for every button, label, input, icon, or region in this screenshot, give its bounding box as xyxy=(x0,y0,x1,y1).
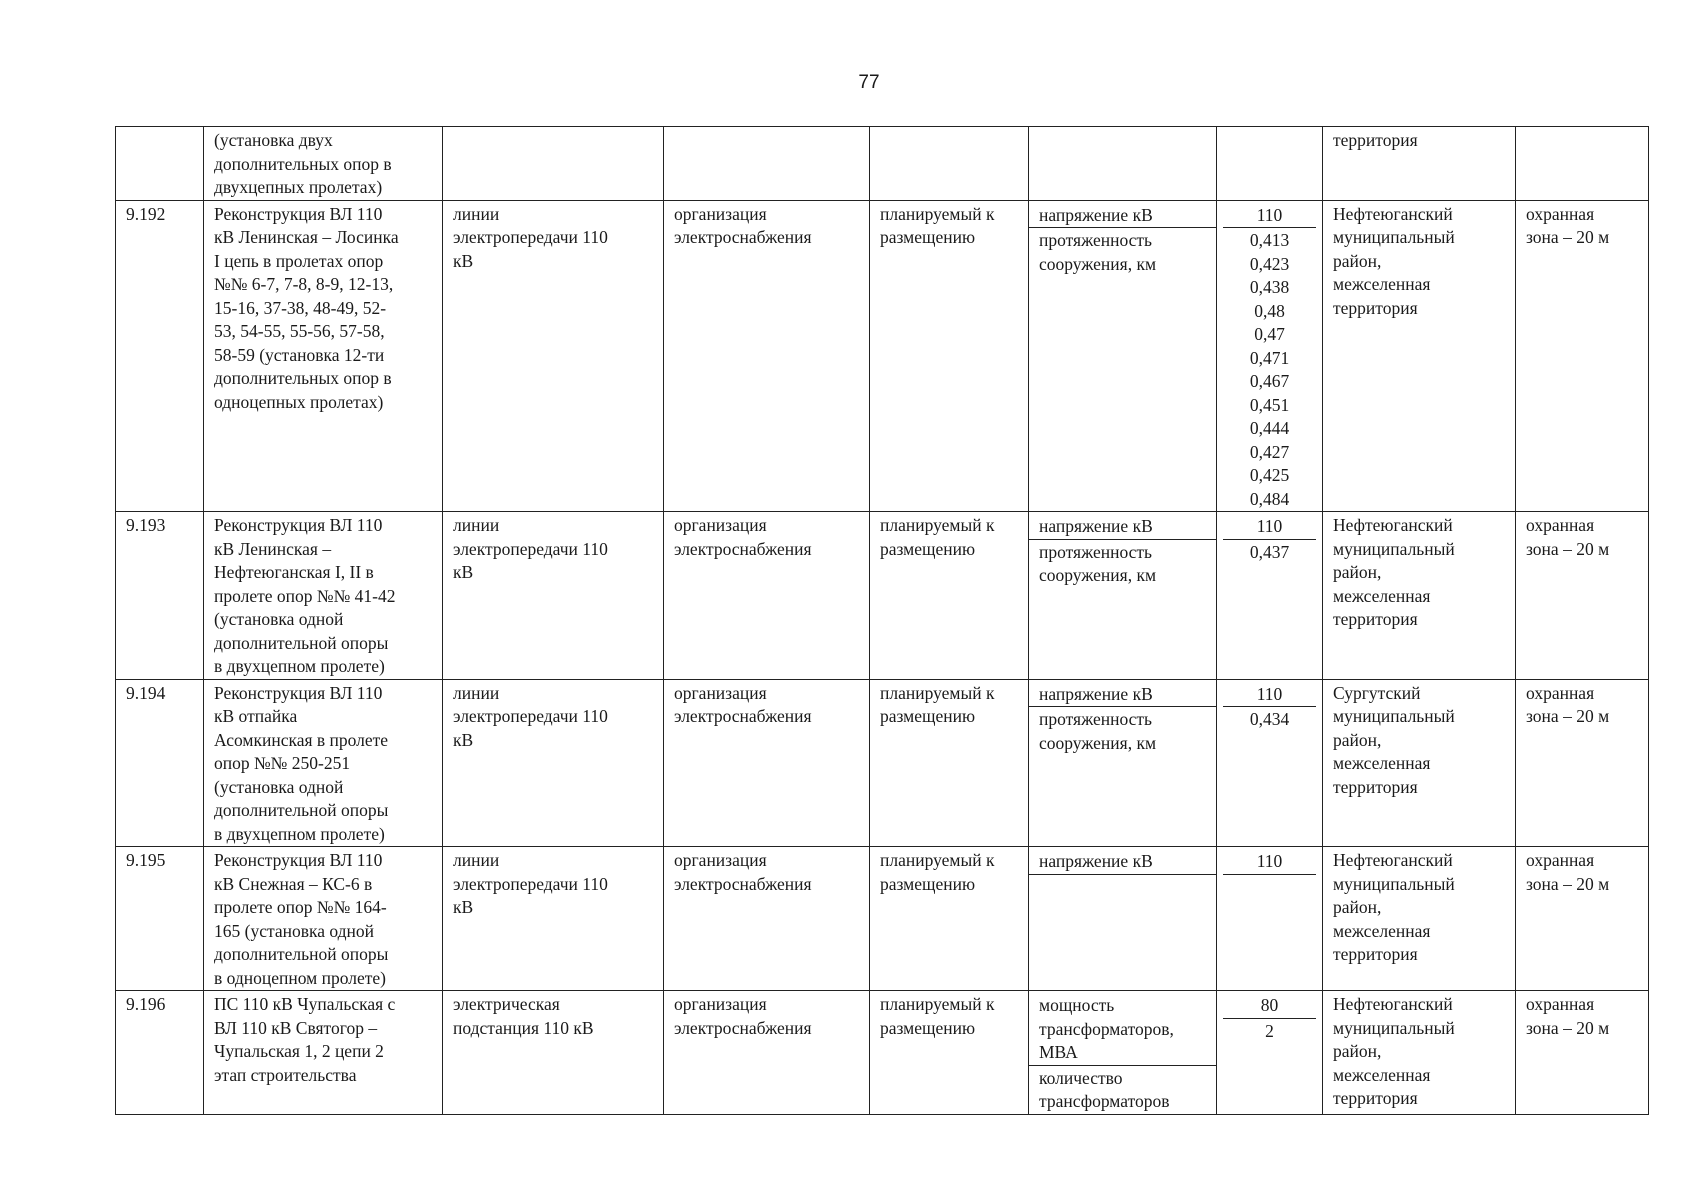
text-line: кВ xyxy=(453,897,474,917)
text-line: планируемый к xyxy=(880,682,995,703)
text-line: муниципальный xyxy=(1333,873,1455,894)
text-line: (установка одной xyxy=(214,609,344,629)
text-line: в двухцепном пролете) xyxy=(214,656,385,676)
text-line: электроснабжения xyxy=(674,873,812,894)
text-line: 110 xyxy=(1256,683,1283,704)
purpose-cell xyxy=(664,847,870,991)
text-line: 80 xyxy=(1260,995,1279,1015)
text-line: №№ 6-7, 7-8, 8-9, 12-13, xyxy=(214,274,394,294)
values-cell xyxy=(1217,679,1323,847)
purpose-cell xyxy=(664,679,870,847)
text-line: межселенная xyxy=(1333,274,1431,294)
text-line: электропередачи 110 xyxy=(453,706,608,726)
zone-cell xyxy=(1516,847,1649,991)
text-line: напряжение кВ xyxy=(1039,683,1153,704)
text-line: (установка двух xyxy=(214,130,333,150)
text-line: кВ xyxy=(453,250,474,271)
text-line: Реконструкция ВЛ 110 xyxy=(214,850,383,870)
text-line: организация xyxy=(674,203,767,224)
location-cell xyxy=(1323,512,1516,680)
table-row xyxy=(116,127,1649,201)
text-line: Реконструкция ВЛ 110 xyxy=(214,203,383,224)
text-line: 0,444 xyxy=(1249,418,1290,438)
text-line: муниципальный xyxy=(1333,227,1455,247)
text-line: кВ Ленинская – Лосинка xyxy=(214,227,399,247)
location-cell xyxy=(1323,847,1516,991)
values-cell xyxy=(1217,127,1323,201)
sub-block-primary xyxy=(1029,203,1216,229)
objects-table xyxy=(115,126,1649,1115)
text-line: Нефтеюганский xyxy=(1333,515,1453,535)
text-line: электропередачи 110 xyxy=(453,227,608,247)
text-line: 0,413 xyxy=(1249,230,1290,250)
text-line: линии xyxy=(453,515,500,535)
text-line: линии xyxy=(453,682,500,703)
sub-block-primary xyxy=(1223,993,1316,1019)
text-line: пролете опор №№ 164- xyxy=(214,897,387,917)
text-line: планируемый к xyxy=(880,515,995,535)
text-line: организация xyxy=(674,515,767,535)
text-line: организация xyxy=(674,850,767,870)
text-line: мощность xyxy=(1039,995,1115,1015)
status-cell xyxy=(870,991,1029,1115)
text-line: 0,467 xyxy=(1249,371,1290,391)
text-line: район, xyxy=(1333,562,1382,582)
text-line: размещению xyxy=(880,227,976,247)
text-line: Сургутский xyxy=(1333,682,1421,703)
text-line: зона – 20 м xyxy=(1526,538,1610,559)
text-line: 0,423 xyxy=(1249,253,1290,274)
text-line: двухцепных пролетах) xyxy=(214,177,383,197)
text-line: I цепь в пролетах опор xyxy=(214,250,384,271)
text-line: МВА xyxy=(1039,1042,1078,1062)
text-line: 0,451 xyxy=(1249,394,1290,415)
object-name-cell xyxy=(204,991,443,1115)
zone-cell xyxy=(1516,512,1649,680)
text-line: зона – 20 м xyxy=(1526,706,1610,726)
text-line: Чупальская 1, 2 цепи 2 xyxy=(214,1041,384,1061)
text-line: электроснабжения xyxy=(674,227,812,247)
text-line: дополнительной опоры xyxy=(214,632,389,653)
zone-cell xyxy=(1516,127,1649,201)
text-line: Асомкинская в пролете xyxy=(214,729,389,750)
purpose-cell xyxy=(664,127,870,201)
sub-block-secondary xyxy=(1039,1066,1206,1114)
parameters-cell xyxy=(1029,991,1217,1115)
object-type-cell xyxy=(443,991,664,1115)
text-line: муниципальный xyxy=(1333,706,1455,726)
location-cell xyxy=(1323,679,1516,847)
purpose-cell xyxy=(664,200,870,512)
text-line: территория xyxy=(1333,297,1418,318)
sub-block-secondary xyxy=(1227,1019,1312,1044)
status-cell xyxy=(870,127,1029,201)
zone-cell xyxy=(1516,200,1649,512)
page-number: 77 xyxy=(858,72,880,93)
text-line: организация xyxy=(674,682,767,703)
object-name-cell xyxy=(204,127,443,201)
location-cell xyxy=(1323,200,1516,512)
status-cell xyxy=(870,847,1029,991)
text-line: межселенная xyxy=(1333,1064,1431,1085)
text-line: сооружения, км xyxy=(1039,732,1157,753)
row-number: 9.196 xyxy=(116,991,204,1115)
text-line: электроснабжения xyxy=(674,1017,812,1038)
text-line: электропередачи 110 xyxy=(453,873,608,894)
text-line: линии xyxy=(453,850,500,870)
parameters-cell xyxy=(1029,679,1217,847)
text-line: 165 (установка одной xyxy=(214,920,374,941)
text-line: сооружения, км xyxy=(1039,253,1157,274)
text-line: пролете опор №№ 41-42 xyxy=(214,585,396,606)
values-cell xyxy=(1217,991,1323,1115)
text-line: кВ Ленинская – xyxy=(214,538,332,559)
text-line: дополнительной опоры xyxy=(214,800,389,820)
sub-block-primary xyxy=(1029,514,1216,540)
text-line: организация xyxy=(674,994,767,1014)
text-line: 0,47 xyxy=(1254,324,1285,344)
text-line: этап строительства xyxy=(214,1064,357,1085)
object-type-cell xyxy=(443,847,664,991)
values-cell xyxy=(1217,200,1323,512)
zone-cell xyxy=(1516,679,1649,847)
parameters-cell xyxy=(1029,847,1217,991)
text-line: протяженность xyxy=(1039,230,1153,250)
text-line: зона – 20 м xyxy=(1526,873,1610,894)
purpose-cell xyxy=(664,991,870,1115)
text-line: количество xyxy=(1039,1067,1123,1088)
text-line: Реконструкция ВЛ 110 xyxy=(214,515,383,535)
location-cell xyxy=(1323,991,1516,1115)
text-line: муниципальный xyxy=(1333,538,1455,559)
parameters-cell xyxy=(1029,200,1217,512)
text-line: сооружения, км xyxy=(1039,565,1157,585)
text-line: дополнительной опоры xyxy=(214,944,389,964)
sub-block-secondary xyxy=(1039,875,1206,876)
row-number xyxy=(116,127,204,201)
table-row xyxy=(116,679,1649,847)
table-row xyxy=(116,847,1649,991)
text-line: электроснабжения xyxy=(674,538,812,559)
text-line: размещению xyxy=(880,706,976,726)
text-line: район, xyxy=(1333,897,1382,917)
object-type-cell xyxy=(443,512,664,680)
text-line: в одноцепном пролете) xyxy=(214,967,387,988)
values-cell xyxy=(1217,512,1323,680)
text-line: размещению xyxy=(880,538,976,559)
object-type-cell xyxy=(443,127,664,201)
text-line: электроснабжения xyxy=(674,706,812,726)
values-cell xyxy=(1217,847,1323,991)
text-line: территория xyxy=(1333,130,1418,150)
text-line: межселенная xyxy=(1333,920,1431,941)
sub-block-primary xyxy=(1223,514,1316,540)
text-line: Реконструкция ВЛ 110 xyxy=(214,682,383,703)
text-line: электрическая xyxy=(453,994,560,1014)
text-line: охранная xyxy=(1526,994,1595,1014)
text-line: электропередачи 110 xyxy=(453,538,608,559)
text-line: планируемый к xyxy=(880,850,995,870)
text-line: район, xyxy=(1333,250,1382,271)
text-line: дополнительных опор в xyxy=(214,153,392,174)
text-line: дополнительных опор в xyxy=(214,368,392,388)
text-line: кВ отпайка xyxy=(214,706,298,726)
text-line: кВ xyxy=(453,562,474,582)
text-line: Нефтеюганский xyxy=(1333,994,1453,1014)
text-line: планируемый к xyxy=(880,994,995,1014)
text-line: 0,471 xyxy=(1249,347,1290,368)
text-line: напряжение кВ xyxy=(1039,204,1153,225)
row-number: 9.194 xyxy=(116,679,204,847)
text-line: 0,438 xyxy=(1249,277,1290,297)
object-name-cell xyxy=(204,512,443,680)
text-line: кВ Снежная – КС-6 в xyxy=(214,873,373,894)
zone-cell xyxy=(1516,991,1649,1115)
text-line: территория xyxy=(1333,1088,1418,1108)
text-line: ВЛ 110 кВ Святогор – xyxy=(214,1017,378,1038)
object-name-cell xyxy=(204,200,443,512)
text-line: (установка одной xyxy=(214,776,344,797)
table-row xyxy=(116,991,1649,1115)
object-type-cell xyxy=(443,200,664,512)
table-row xyxy=(116,200,1649,512)
text-line: размещению xyxy=(880,1017,976,1038)
text-line: охранная xyxy=(1526,682,1595,703)
sub-block-primary xyxy=(1223,682,1316,708)
sub-block-secondary xyxy=(1039,540,1206,588)
object-type-cell xyxy=(443,679,664,847)
text-line: зона – 20 м xyxy=(1526,227,1610,247)
text-line: 0,427 xyxy=(1249,441,1290,462)
sub-block-secondary xyxy=(1227,540,1312,565)
text-line: 0,434 xyxy=(1249,709,1290,729)
row-number: 9.193 xyxy=(116,512,204,680)
status-cell xyxy=(870,512,1029,680)
text-line: протяженность xyxy=(1039,541,1153,562)
sub-block-primary xyxy=(1029,682,1216,708)
sub-block-secondary xyxy=(1039,228,1206,276)
text-line: 0,48 xyxy=(1254,300,1285,321)
row-number: 9.195 xyxy=(116,847,204,991)
sub-block-primary xyxy=(1029,849,1216,875)
status-cell xyxy=(870,200,1029,512)
text-line: 15-16, 37-38, 48-49, 52- xyxy=(214,297,387,318)
text-line: 58-59 (установка 12-ти xyxy=(214,344,385,365)
text-line: межселенная xyxy=(1333,585,1431,606)
parameters-cell xyxy=(1029,512,1217,680)
text-line: 53, 54-55, 55-56, 57-58, xyxy=(214,321,385,341)
text-line: Нефтеюганская I, II в xyxy=(214,562,374,582)
table-row xyxy=(116,512,1649,680)
sub-block-secondary xyxy=(1227,875,1312,876)
text-line: территория xyxy=(1333,776,1418,797)
text-line: трансформаторов, xyxy=(1039,1018,1174,1039)
text-line: напряжение кВ xyxy=(1039,516,1153,536)
text-line: Нефтеюганский xyxy=(1333,850,1453,870)
text-line: опор №№ 250-251 xyxy=(214,753,351,773)
purpose-cell xyxy=(664,512,870,680)
text-line: охранная xyxy=(1526,203,1595,224)
sub-block-primary xyxy=(1223,203,1316,229)
text-line: планируемый к xyxy=(880,203,995,224)
text-line: 0,484 xyxy=(1249,488,1290,509)
row-number: 9.192 xyxy=(116,200,204,512)
text-line: зона – 20 м xyxy=(1526,1017,1610,1038)
object-name-cell xyxy=(204,679,443,847)
text-line: территория xyxy=(1333,944,1418,964)
text-line: 0,425 xyxy=(1249,465,1290,485)
text-line: 110 xyxy=(1256,204,1283,225)
text-line: 110 xyxy=(1256,851,1283,871)
text-line: территория xyxy=(1333,609,1418,629)
text-line: кВ xyxy=(453,729,474,750)
text-line: охранная xyxy=(1526,515,1595,535)
text-line: 110 xyxy=(1256,516,1283,536)
text-line: 0,437 xyxy=(1249,541,1290,562)
status-cell xyxy=(870,679,1029,847)
text-line: в двухцепном пролете) xyxy=(214,823,385,844)
parameters-cell xyxy=(1029,127,1217,201)
text-line: 2 xyxy=(1265,1020,1274,1041)
text-line: размещению xyxy=(880,873,976,894)
sub-block-primary xyxy=(1223,849,1316,875)
text-line: охранная xyxy=(1526,850,1595,870)
text-line: протяженность xyxy=(1039,709,1153,729)
sub-block-secondary xyxy=(1227,707,1312,732)
text-line: одноцепных пролетах) xyxy=(214,391,384,412)
text-line: ПС 110 кВ Чупальская с xyxy=(214,994,396,1014)
location-cell xyxy=(1323,127,1516,201)
text-line: Нефтеюганский xyxy=(1333,203,1453,224)
text-line: район, xyxy=(1333,1041,1382,1061)
object-name-cell xyxy=(204,847,443,991)
text-line: район, xyxy=(1333,729,1382,750)
text-line: муниципальный xyxy=(1333,1017,1455,1038)
text-line: подстанция 110 кВ xyxy=(453,1017,594,1038)
text-line: напряжение кВ xyxy=(1039,851,1153,871)
sub-block-primary xyxy=(1029,993,1216,1066)
sub-block-secondary xyxy=(1227,228,1312,511)
text-line: межселенная xyxy=(1333,753,1431,773)
text-line: трансформаторов xyxy=(1039,1091,1170,1111)
sub-block-secondary xyxy=(1039,707,1206,755)
text-line: линии xyxy=(453,203,500,224)
